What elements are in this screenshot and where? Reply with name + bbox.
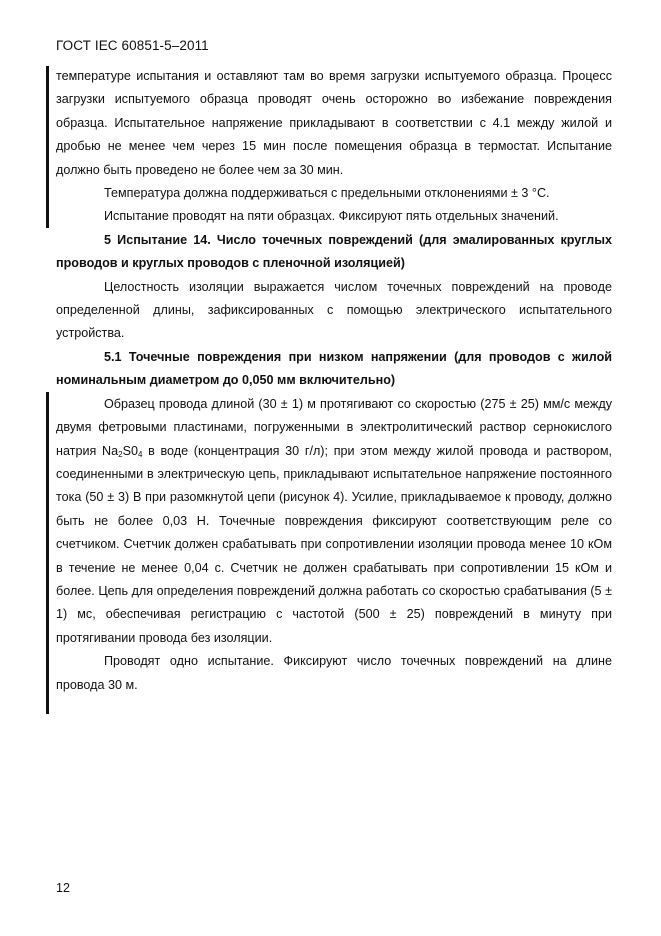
- paragraph: Целостность изоляции выражается числом точечных повреждений на проводе определенной длины, зафиксированных с помощью электрического испытательного устройства.: [56, 279, 612, 341]
- document-body: [56, 65, 612, 697]
- subscript: 2: [118, 449, 123, 459]
- paragraph: Проводят одно испытание. Фиксируют число точечных повреждений на длине провода 30 м.: [56, 654, 612, 692]
- text-run: в воде (концентрация 30 г/л); при этом между жилой провода и раствором, соединенными в электрическую цепь, прикладывают испытательное напряжение постоянного тока (50 ± 3) В при разомкнутой цепи (рисунок 4). Усилие, прикладываемое к проводу, должно быть не более 0,03 Н. Точечные повреждения фиксируют соответствующим реле со счетчиком. Счетчик должен срабатывать при сопротивлении изоляции провода менее 10 кОм в течение не менее 0,04 с. Счетчик не должен срабатывать при сопротивлении 15 кОм и более. Цепь для определения повреждений должна работать со скоростью срабатывания (5 ± 1) мс, обеспечивая регистрацию с частотой (500 ± 25) повреждений в минуту при протягивании провода без изоляции.: [56, 443, 612, 645]
- paragraph: Температура должна поддерживаться с предельными отклонениями ± 3 °С.: [104, 186, 550, 201]
- paragraph: [56, 393, 612, 650]
- paragraph: Испытание проводят на пяти образцах. Фиксируют пять отдельных значений.: [104, 209, 559, 224]
- text-run: S0: [122, 443, 138, 458]
- subsection-heading: 5.1 Точечные повреждения при низком напряжении (для проводов с жилой номинальным диаметром до 0,050 мм включительно): [56, 349, 612, 388]
- document-header: ГОСТ IEC 60851-5–2011: [56, 38, 209, 53]
- page-number: 12: [56, 881, 70, 895]
- subscript: 4: [137, 449, 143, 459]
- text-run: Образец провода длиной (30 ± 1) м протягивают со скоростью (275 ± 25) мм/с между двумя фетровыми пластинами, погруженными в электролитический раствор сернокислого натрия Na: [56, 396, 612, 458]
- change-bar: [46, 392, 49, 714]
- change-bar: [46, 66, 49, 228]
- section-heading: 5 Испытание 14. Число точечных повреждений (для эмалированных круглых проводов и круглых проводов с пленочной изоляцией): [56, 232, 612, 271]
- paragraph: температуре испытания и оставляют там во время загрузки испытуемого образца. Процесс загрузки испытуемого образца проводят очень осторожно во избежание повреждения образца. Испытательное напряжение прикладывают в соответствии с 4.1 между жилой и дробью не менее чем через 15 мин после помещения образца в термостат. Испытание должно быть проведено не более чем за 30 мин.: [56, 69, 612, 177]
